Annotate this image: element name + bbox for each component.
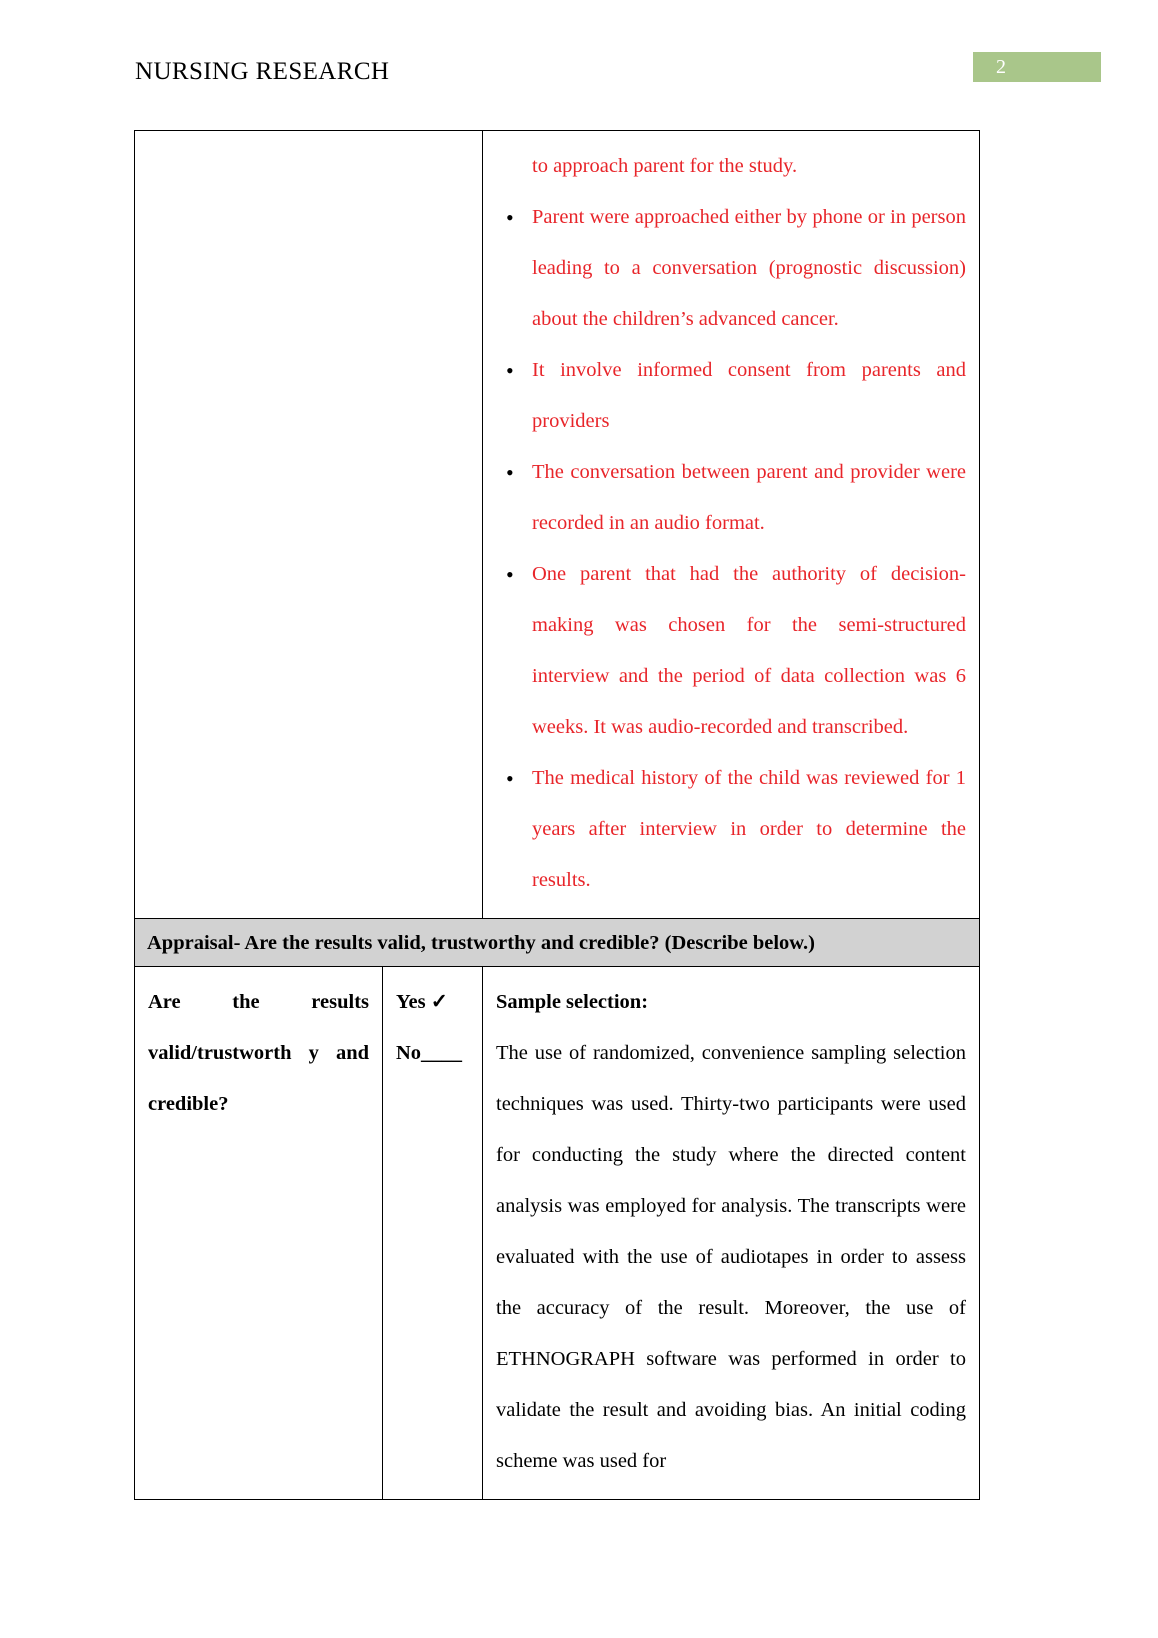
appraisal-banner-cell bbox=[135, 919, 980, 967]
table-cell-empty-left bbox=[135, 131, 483, 919]
list-item: • Parent were approached either by phone or in person leading to a conversation (prognostic discussion) about the children’s advanced cancer. bbox=[532, 192, 966, 345]
table-row bbox=[135, 131, 980, 919]
list-item: • The medical history of the child was reviewed for 1 years after interview in order to determine the results. bbox=[532, 753, 966, 906]
answer-no[interactable]: No____ bbox=[396, 1042, 463, 1064]
list-item: • The conversation between parent and provider were recorded in an audio format. bbox=[532, 447, 966, 549]
page-title: NURSING RESEARCH bbox=[135, 58, 390, 85]
page-number: 2 bbox=[996, 56, 1006, 78]
appraisal-table bbox=[134, 130, 980, 1500]
table-cell-methods bbox=[483, 131, 980, 919]
table-cell-response bbox=[483, 967, 980, 1500]
response-body: The use of randomized, convenience sampling selection techniques was used. Thirty-two participants were used for conducting the study where the directed content analysis was employed for analysis. The transcripts were evaluated with the use of audiotapes in order to assess the accuracy of the result. Moreover, the use of ETHNOGRAPH software was performed in order to validate the result and avoiding bias. An initial coding scheme was used for bbox=[496, 1042, 966, 1472]
page-number-highlight bbox=[973, 52, 1101, 82]
methods-bullet-list bbox=[496, 192, 966, 906]
list-item: • It involve informed consent from parents and providers bbox=[532, 345, 966, 447]
table-cell-question bbox=[135, 967, 383, 1500]
response-heading: Sample selection: bbox=[496, 991, 649, 1013]
empty-cell-content bbox=[135, 131, 482, 153]
appraisal-banner-text: Appraisal- Are the results valid, trustworthy and credible? (Describe below.) bbox=[147, 932, 815, 954]
answer-yes[interactable]: Yes ✓ bbox=[396, 991, 448, 1013]
lead-line-text: to approach parent for the study. bbox=[532, 155, 798, 177]
list-item: • One parent that had the authority of decision-making was chosen for the semi-structured interview and the period of data collection was 6 weeks. It was audio-recorded and transcribed. bbox=[532, 549, 966, 753]
question-label: Are the results valid/trustworth y and credible? bbox=[148, 991, 369, 1115]
table-row-appraisal-banner bbox=[135, 919, 980, 967]
table-cell-answer bbox=[383, 967, 483, 1500]
table-row-question bbox=[135, 967, 980, 1500]
